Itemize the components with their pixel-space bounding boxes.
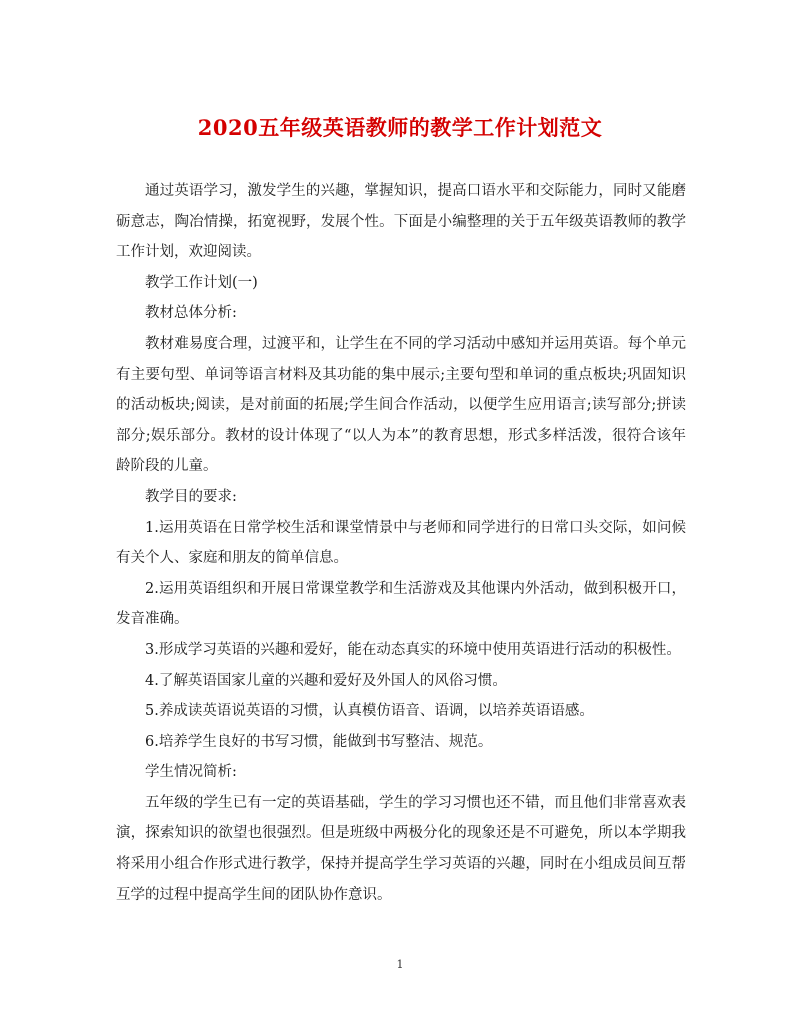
list-item-goal-5: 5.养成读英语说英语的习惯，认真模仿语音、语调，以培养英语语感。 (145, 703, 594, 720)
section-heading-plan-1: 教学工作计划(一) (145, 274, 258, 291)
section-heading-textbook-analysis: 教材总体分析: (145, 305, 237, 322)
document-title: 2020五年级英语教师的教学工作计划范文 (197, 115, 603, 140)
list-item-goal-1: 1.运用英语在日常学校生活和课堂情景中与老师和同学进行的日常口头交际，如问候有关个人、家庭和朋友的简单信息。 (116, 519, 686, 567)
list-item-goal-3: 3.形成学习英语的兴趣和爱好，能在动态真实的环境中使用英语进行活动的积极性。 (145, 641, 681, 658)
section-heading-teaching-goals: 教学目的要求: (145, 488, 237, 505)
list-item-goal-6: 6.培养学生良好的书写习惯，能做到书写整洁、规范。 (145, 733, 493, 750)
list-item-goal-2: 2.运用英语组织和开展日常课堂教学和生活游戏及其他课内外活动，做到积极开口，发音准确。 (116, 580, 686, 628)
paragraph-textbook-analysis: 教材难易度合理，过渡平和，让学生在不同的学习活动中感知并运用英语。每个单元有主要句型、单词等语言材料及其功能的集中展示;主要句型和单词的重点板块;巩固知识的活动板块;阅读，是对前面的拓展;学生间合作活动，以便学生应用语言;读写部分;拼读部分;娱乐部分。教材的设计体现了“以人为本”的教育思想，形式多样活泼，很符合该年龄阶段的儿童。 (116, 335, 686, 475)
list-item-goal-4: 4.了解英语国家儿童的兴趣和爱好及外国人的风俗习惯。 (145, 672, 507, 689)
paragraph-intro: 通过英语学习，激发学生的兴趣，掌握知识，提高口语水平和交际能力，同时又能磨砺意志，陶冶情操，拓宽视野，发展个性。下面是小编整理的关于五年级英语教师的教学工作计划，欢迎阅读。 (116, 183, 686, 261)
section-heading-student-analysis: 学生情况简析: (145, 764, 237, 781)
document-body (116, 176, 686, 910)
page-number: 1 (396, 958, 404, 971)
paragraph-student-analysis: 五年级的学生已有一定的英语基础，学生的学习习惯也还不错，而且他们非常喜欢表演，探索知识的欲望也很强烈。但是班级中两极分化的现象还是不可避免，所以本学期我将采用小组合作形式进行教学，保持并提高学生学习英语的兴趣，同时在小组成员间互帮互学的过程中提高学生间的团队协作意识。 (116, 794, 686, 903)
